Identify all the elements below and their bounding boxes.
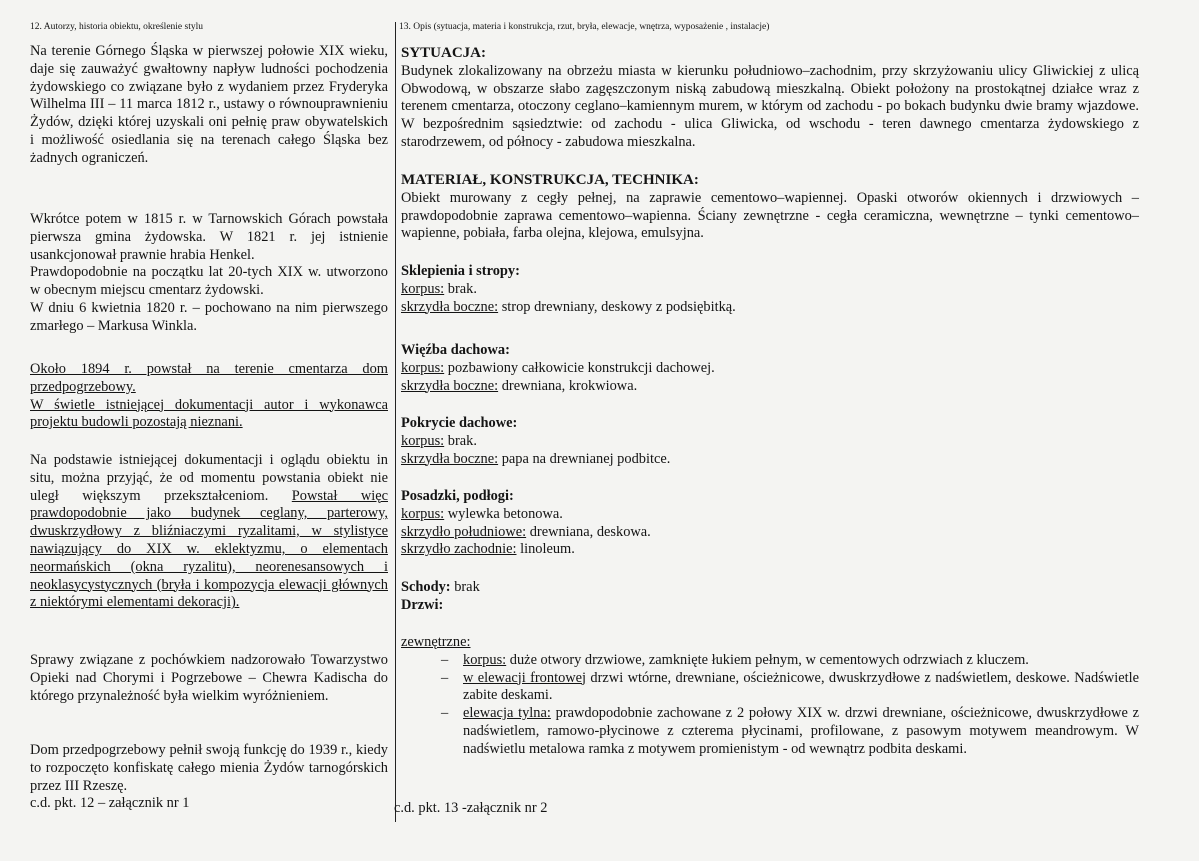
left-block-1 — [30, 43, 388, 168]
floors-title: Posadzki, podłogi: — [401, 488, 514, 504]
roofing-body-row: korpus: brak. — [401, 432, 477, 449]
left-block-6 — [30, 742, 388, 813]
left-block-2 — [30, 211, 388, 336]
doors-title: Drzwi: — [401, 596, 444, 613]
section-12-header: 12. Autorzy, historia obiektu, określenie stylu — [30, 22, 203, 32]
vaults-block — [401, 263, 1139, 316]
paragraph-authors-unknown: W świetle istniejącej dokumentacji autor i wykonawca projektu budowli pozostają nieznani. — [30, 396, 388, 431]
list-item: – korpus: duże otwory drzwiowe, zamknięte łukiem pełnym, w cementowych odrzwiach z kluczem. — [463, 652, 1139, 670]
stairs-row: Schody: brak — [401, 579, 480, 595]
floors-body-row: korpus: wylewka betonowa. — [401, 505, 563, 522]
vaults-wings-row: skrzydła boczne: strop drewniany, deskowy z podsiębitką. — [401, 298, 736, 315]
roof-truss-wings-row: skrzydła boczne: drewniana, krokwiowa. — [401, 377, 638, 394]
material-title: MATERIAŁ, KONSTRUKCJA, TECHNIKA: — [401, 172, 699, 188]
roofing-title: Pokrycie dachowe: — [401, 415, 518, 431]
list-item: – elewacja tylna: prawdopodobnie zachowane z 2 połowy XIX w. drzwi drewniane, ościeżnicowe, dwuskrzydłowe z nadświetlem, ramowo-płycinowe z czterema płycinami, profilowane, z pasowym motywem meandrowym. W nadświetlu metalowa ramka z motywem promienistym - od wewnątrz podbita deskami. — [463, 705, 1139, 758]
roofing-wings-row: skrzydła boczne: papa na drewnianej podbitce. — [401, 450, 671, 467]
paragraph-first-community: Wkrótce potem w 1815 r. w Tarnowskich Górach powstała pierwsza gmina żydowska. W 1821 r. jej istnienie usankcjonował prawnie hrabia Henkel. — [30, 211, 388, 263]
left-block-5 — [30, 652, 388, 705]
paragraph-first-burial: W dniu 6 kwietnia 1820 r. – pochowano na nim pierwszego zmarłego – Markusa Winkla. — [30, 299, 388, 334]
right-material-block — [401, 172, 1139, 243]
column-divider — [395, 22, 396, 822]
floors-south-row: skrzydło południowe: drewniana, deskowa. — [401, 523, 651, 540]
paragraph-style-description: Na podstawie istniejącej dokumentacji i oglądu obiektu in situ, można przyjąć, że od momentu powstania obiekt nie uległ większym przekształceniom. Powstał więc prawdopodobnie jako budynek ceglany, parterowy, dwuskrzydłowy z bliźniaczymi ryzalitami, w stylistyce nawiązujący do XIX w. eklektyzmu, o elementach neormańskich (okna ryzalitu), neorenesansowych i neoklasycystycznych (bryła i kompozycja elewacji głównych z niektórymi elementami dekoracji). — [30, 452, 388, 611]
material-text: Obiekt murowany z cegły pełnej, na zaprawie cementowo–wapiennej. Opaski otworów okiennych i drzwiowych – prawdopodobnie zaprawa cementowo–wapienna. Ściany zewnętrzne - cegła ceramiczna, wewnętrzne – tynki cementowo–wapienne, pobiała, farba olejna, klejowa, emulsyjna. — [401, 189, 1139, 242]
left-block-3 — [30, 361, 388, 432]
vaults-body-row: korpus: brak. — [401, 280, 477, 297]
right-footer — [394, 800, 794, 818]
situation-text: Budynek zlokalizowany na obrzeżu miasta w kierunku południowo–zachodnim, przy skrzyżowaniu ulicy Gliwickiej z ulicą Obwodową, w obszarze słabo zagęszczonym niską zabudową mieszkalną. Obiekt położony na prostokątnej działce wraz z terenem cmentarza, otoczony ceglano–kamiennym murem, w którym od zachodu - po bokach budynku dwie bramy wjazdowe. W bezpośrednim sąsiedztwie: od zachodu - ulica Gliwicka, od wschodu - teren dawnego cmentarza żydowskiego z starodrzewem, od północy - zabudowa mieszkalna. — [401, 62, 1139, 150]
situation-title: SYTUACJA: — [401, 45, 487, 61]
vaults-title: Sklepienia i stropy: — [401, 263, 520, 279]
paragraph-funeral-house-built: Około 1894 r. powstał na terenie cmentarza dom przedpogrzebowy. — [30, 361, 388, 395]
exterior-doors-block — [401, 634, 1139, 759]
paragraph-legislation: Na terenie Górnego Śląska w pierwszej połowie XIX wieku, daje się zauważyć gwałtowny napływ ludności pochodzenia żydowskiego co związane było z wydaniem przez Fryderyka Wilhelma III – 11 marca 1812 r., ustawy o równouprawnieniu Żydów, dzięki której uzyskali oni pełnię praw obywatelskich i możliwość osiedlania się na terenach całego Śląska bez żadnych ograniczeń. — [30, 43, 388, 166]
roof-truss-body-row: korpus: pozbawiony całkowicie konstrukcji dachowej. — [401, 359, 715, 376]
left-footer-reference: c.d. pkt. 12 – załącznik nr 1 — [30, 795, 190, 812]
roofing-block — [401, 415, 1139, 468]
stairs-doors-block — [401, 579, 1139, 615]
exterior-label: zewnętrzne: — [401, 634, 471, 650]
left-block-4 — [30, 452, 388, 612]
right-footer-reference: c.d. pkt. 13 -załącznik nr 2 — [394, 800, 548, 816]
list-item: – w elewacji frontowej drzwi wtórne, drewniane, ościeżnicowe, dwuskrzydłowe z nadświetlem, deskowe. Nadświetle zabite deskami. — [463, 670, 1139, 706]
floors-west-row: skrzydło zachodnie: linoleum. — [401, 541, 575, 558]
exterior-doors-list — [401, 652, 1139, 759]
paragraph-confiscation: Dom przedpogrzebowy pełnił swoją funkcję do 1939 r., kiedy to rozpoczęto konfiskatę całego mienia Żydów tarnogórskich przez III Rzeszę. — [30, 742, 388, 794]
roof-truss-title: Więźba dachowa: — [401, 342, 510, 358]
paragraph-chewra-kadischa: Sprawy związane z pochówkiem nadzorowało Towarzystwo Opieki nad Chorymi i Pogrzebowe – Chewra Kadischa do którego przynależność była wielkim wyróżnieniem. — [30, 652, 388, 704]
right-situation-block — [401, 45, 1139, 152]
paragraph-cemetery-founding: Prawdopodobnie na początku lat 20-tych XIX w. utworzono w obecnym miejscu cmentarz żydowski. — [30, 264, 388, 299]
roof-truss-block — [401, 342, 1139, 395]
section-13-header: 13. Opis (sytuacja, materia i konstrukcja, rzut, bryła, elewacje, wnętrza, wyposażenie , instalacje) — [399, 22, 770, 32]
floors-block — [401, 488, 1139, 559]
